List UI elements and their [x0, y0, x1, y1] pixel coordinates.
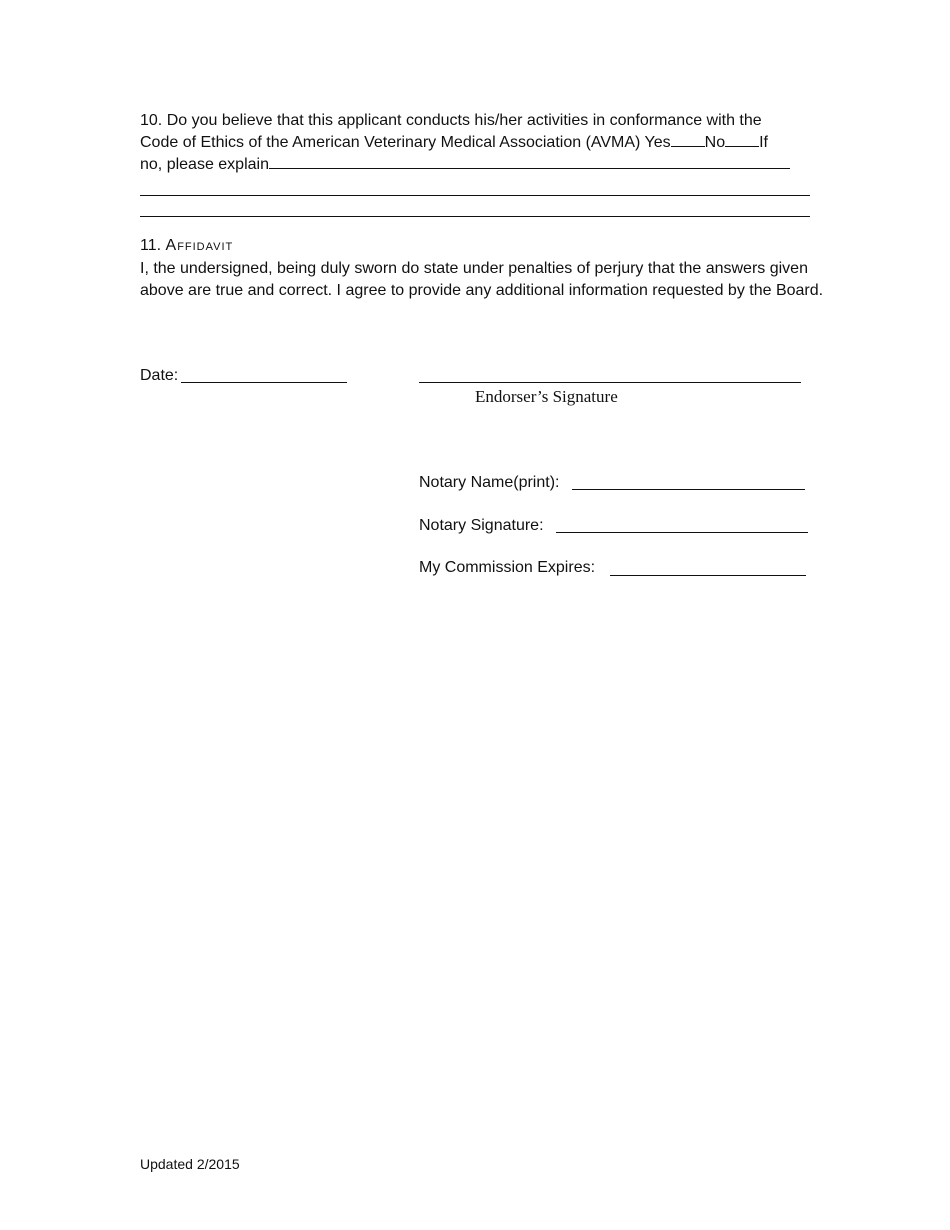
notary-signature-label: Notary Signature:	[419, 517, 544, 534]
no-answer-field[interactable]	[725, 132, 759, 147]
yes-answer-field[interactable]	[671, 132, 705, 147]
question-10-line-2-text: Code of Ethics of the American Veterinary Medical Association (AVMA) Yes	[140, 134, 671, 151]
updated-footer: Updated 2/2015	[140, 1156, 240, 1172]
question-10-line-1: 10. Do you believe that this applicant conducts his/her activities in conformance with the	[140, 112, 762, 129]
affidavit-title: Affidavit	[165, 237, 234, 254]
endorser-signature-field[interactable]	[419, 382, 801, 383]
question-10	[140, 110, 850, 176]
question-10-line-3	[140, 154, 850, 176]
explain-line-2[interactable]	[140, 195, 810, 196]
no-label: No	[704, 134, 726, 151]
date-label: Date:	[140, 367, 179, 384]
notary-name-label: Notary Name(print):	[419, 474, 560, 491]
explain-line-3[interactable]	[140, 216, 810, 217]
if-label: If	[759, 134, 768, 151]
explain-field[interactable]	[269, 154, 790, 169]
commission-expires-label: My Commission Expires:	[419, 559, 596, 576]
endorser-signature-label: Endorser’s Signature	[475, 387, 618, 406]
affidavit-heading	[140, 235, 233, 256]
commission-expires-field[interactable]	[610, 575, 806, 576]
notary-name-field[interactable]	[572, 489, 805, 490]
notary-signature-field[interactable]	[556, 532, 808, 533]
affidavit-body: I, the undersigned, being duly sworn do state under penalties of perjury that the answers given above are true and correct. I agree to provide any additional information requested by the Board.	[140, 260, 824, 299]
explain-label: no, please explain	[140, 156, 269, 173]
question-10-line-2	[140, 132, 850, 154]
date-field[interactable]	[181, 382, 347, 383]
affidavit-number: 11.	[140, 237, 162, 254]
